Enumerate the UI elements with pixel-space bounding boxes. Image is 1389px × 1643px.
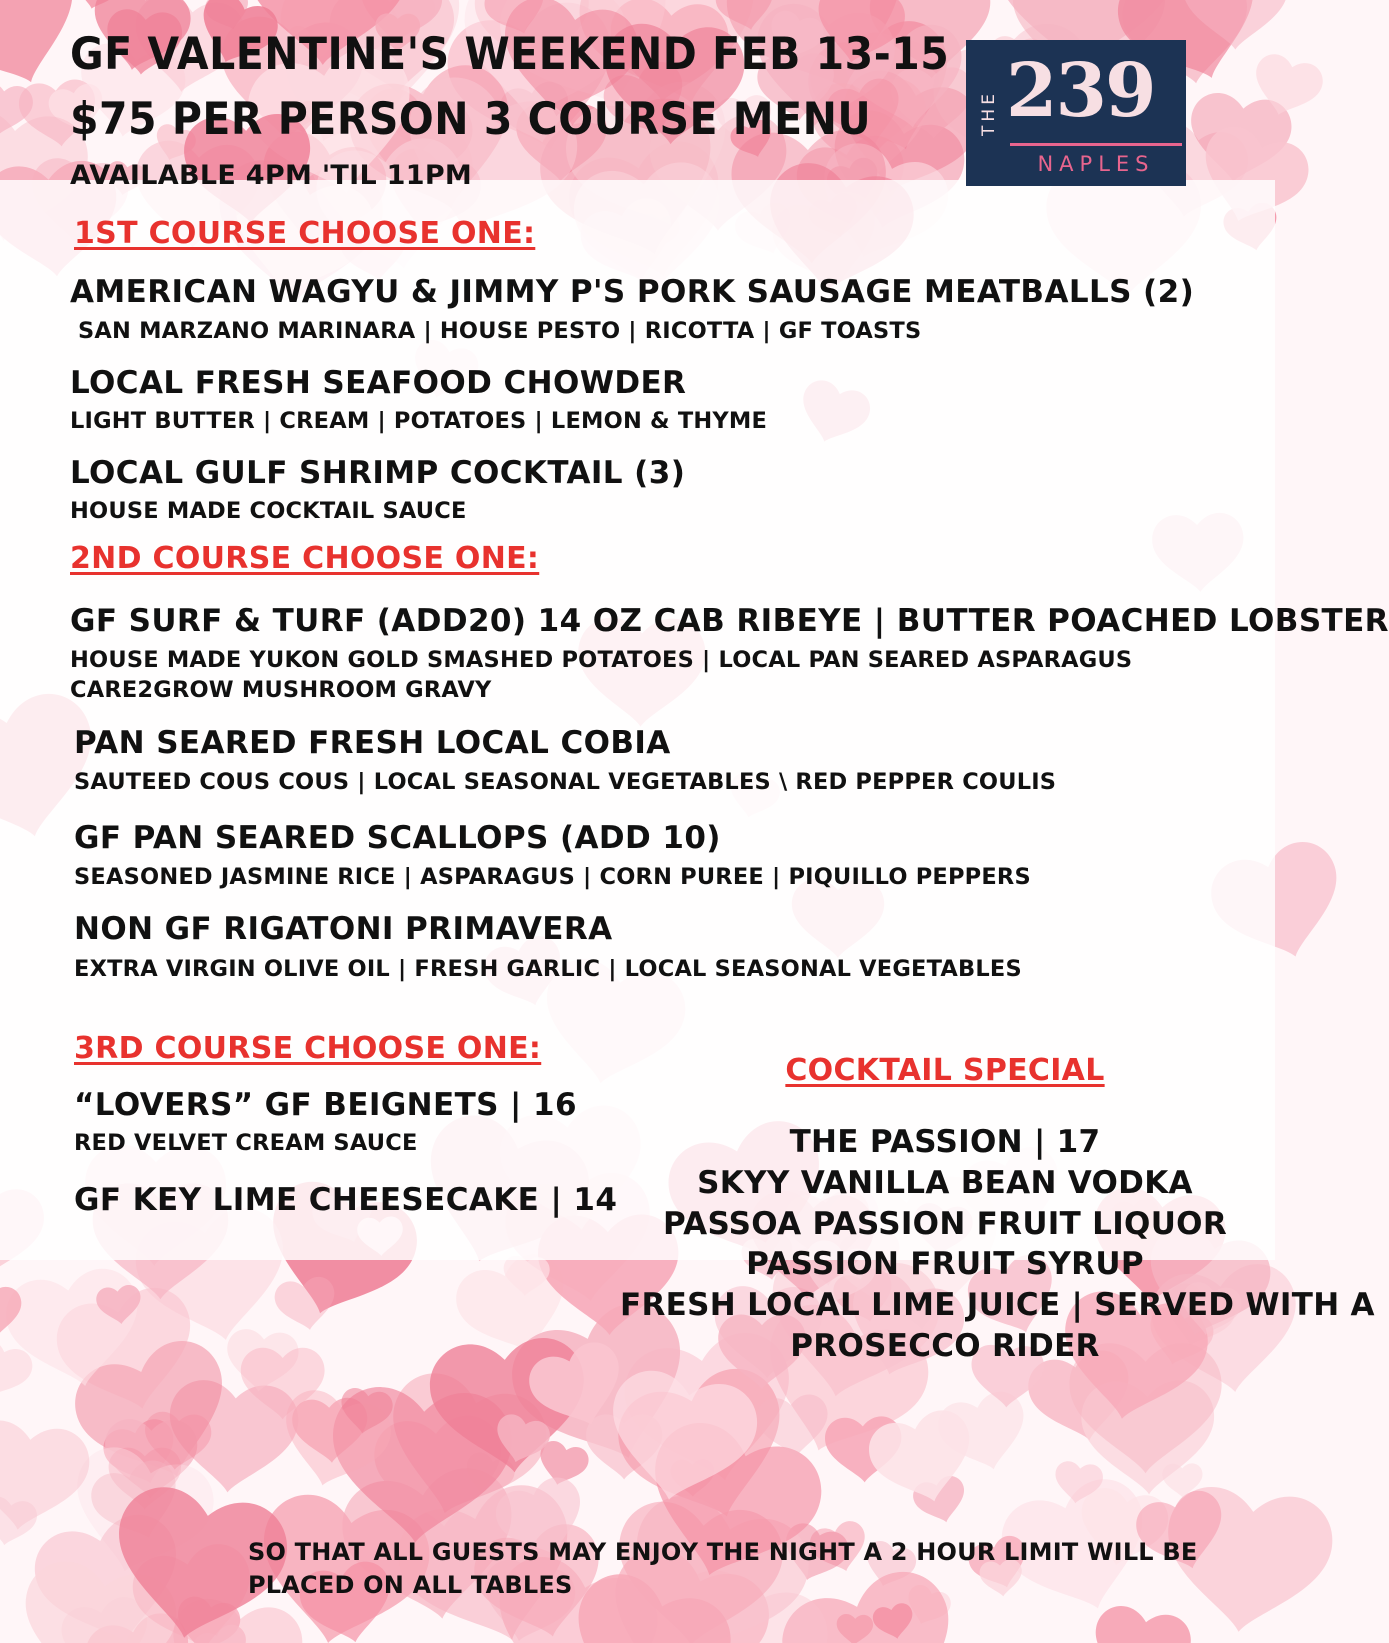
cocktail-line-5: FRESH LOCAL LIME JUICE | SERVED WITH A bbox=[620, 1287, 1375, 1323]
course2-item1-name: GF SURF & TURF (ADD20) 14 OZ CAB RIBEYE | BUTTER POACHED LOBSTER bbox=[70, 603, 1389, 639]
cocktail-line-1: THE PASSION | 17 bbox=[789, 1124, 1101, 1160]
cocktail-heading: COCKTAIL SPECIAL bbox=[785, 1053, 1105, 1088]
course1-item1-desc: SAN MARZANO MARINARA | HOUSE PESTO | RICOTTA | GF TOASTS bbox=[78, 318, 922, 344]
course3-heading: 3RD COURSE CHOOSE ONE: bbox=[74, 1031, 542, 1066]
course2-item1-desc: HOUSE MADE YUKON GOLD SMASHED POTATOES | LOCAL PAN SEARED ASPARAGUS bbox=[70, 647, 1133, 673]
course1-item3-name: LOCAL GULF SHRIMP COCKTAIL (3) bbox=[70, 455, 686, 491]
course2-item4-desc: EXTRA VIRGIN OLIVE OIL | FRESH GARLIC | LOCAL SEASONAL VEGETABLES bbox=[74, 956, 1022, 982]
course1-item1-name: AMERICAN WAGYU & JIMMY P'S PORK SAUSAGE MEATBALLS (2) bbox=[70, 274, 1195, 310]
course3-item2-name: GF KEY LIME CHEESECAKE | 14 bbox=[74, 1182, 618, 1218]
menu-price-title: $75 PER PERSON 3 COURSE MENU bbox=[70, 93, 872, 145]
menu-title: GF VALENTINE'S WEEKEND FEB 13-15 bbox=[70, 28, 950, 80]
course2-item3-desc: SEASONED JASMINE RICE | ASPARAGUS | CORN PUREE | PIQUILLO PEPPERS bbox=[74, 864, 1031, 890]
course3-item1-name: “LOVERS” GF BEIGNETS | 16 bbox=[74, 1087, 577, 1123]
course2-item1-desc2: CARE2GROW MUSHROOM GRAVY bbox=[70, 677, 492, 703]
logo-the-text bbox=[974, 82, 1004, 144]
course2-heading: 2ND COURSE CHOOSE ONE: bbox=[70, 541, 540, 576]
footer-notice-line2: PLACED ON ALL TABLES bbox=[248, 1571, 573, 1599]
availability-text: AVAILABLE 4PM 'TIL 11PM bbox=[70, 160, 473, 191]
restaurant-logo bbox=[966, 40, 1186, 186]
course1-item2-name: LOCAL FRESH SEAFOOD CHOWDER bbox=[70, 365, 687, 401]
cocktail-line-3: PASSOA PASSION FRUIT LIQUOR bbox=[662, 1206, 1227, 1242]
course2-item2-desc: SAUTEED COUS COUS | LOCAL SEASONAL VEGETABLES \ RED PEPPER COULIS bbox=[74, 769, 1057, 795]
footer-notice-line1: SO THAT ALL GUESTS MAY ENJOY THE NIGHT A 2 HOUR LIMIT WILL BE bbox=[248, 1538, 1198, 1566]
logo-number: 239 bbox=[1006, 48, 1155, 134]
cocktail-line-4: PASSION FRUIT SYRUP bbox=[746, 1246, 1144, 1282]
logo-city: NAPLES bbox=[1037, 152, 1155, 176]
course1-item2-desc: LIGHT BUTTER | CREAM | POTATOES | LEMON & THYME bbox=[70, 408, 768, 434]
course3-item1-desc: RED VELVET CREAM SAUCE bbox=[74, 1130, 418, 1156]
course1-heading: 1ST COURSE CHOOSE ONE: bbox=[74, 216, 536, 251]
svg-text:THE: THE bbox=[979, 90, 999, 136]
course1-item3-desc: HOUSE MADE COCKTAIL SAUCE bbox=[70, 498, 467, 524]
course2-item4-name: NON GF RIGATONI PRIMAVERA bbox=[74, 911, 613, 947]
course2-item3-name: GF PAN SEARED SCALLOPS (ADD 10) bbox=[74, 820, 721, 856]
cocktail-line-6: PROSECCO RIDER bbox=[790, 1328, 1100, 1364]
cocktail-line-2: SKYY VANILLA BEAN VODKA bbox=[697, 1165, 1193, 1201]
logo-divider bbox=[1010, 143, 1182, 146]
course2-item2-name: PAN SEARED FRESH LOCAL COBIA bbox=[74, 725, 671, 761]
